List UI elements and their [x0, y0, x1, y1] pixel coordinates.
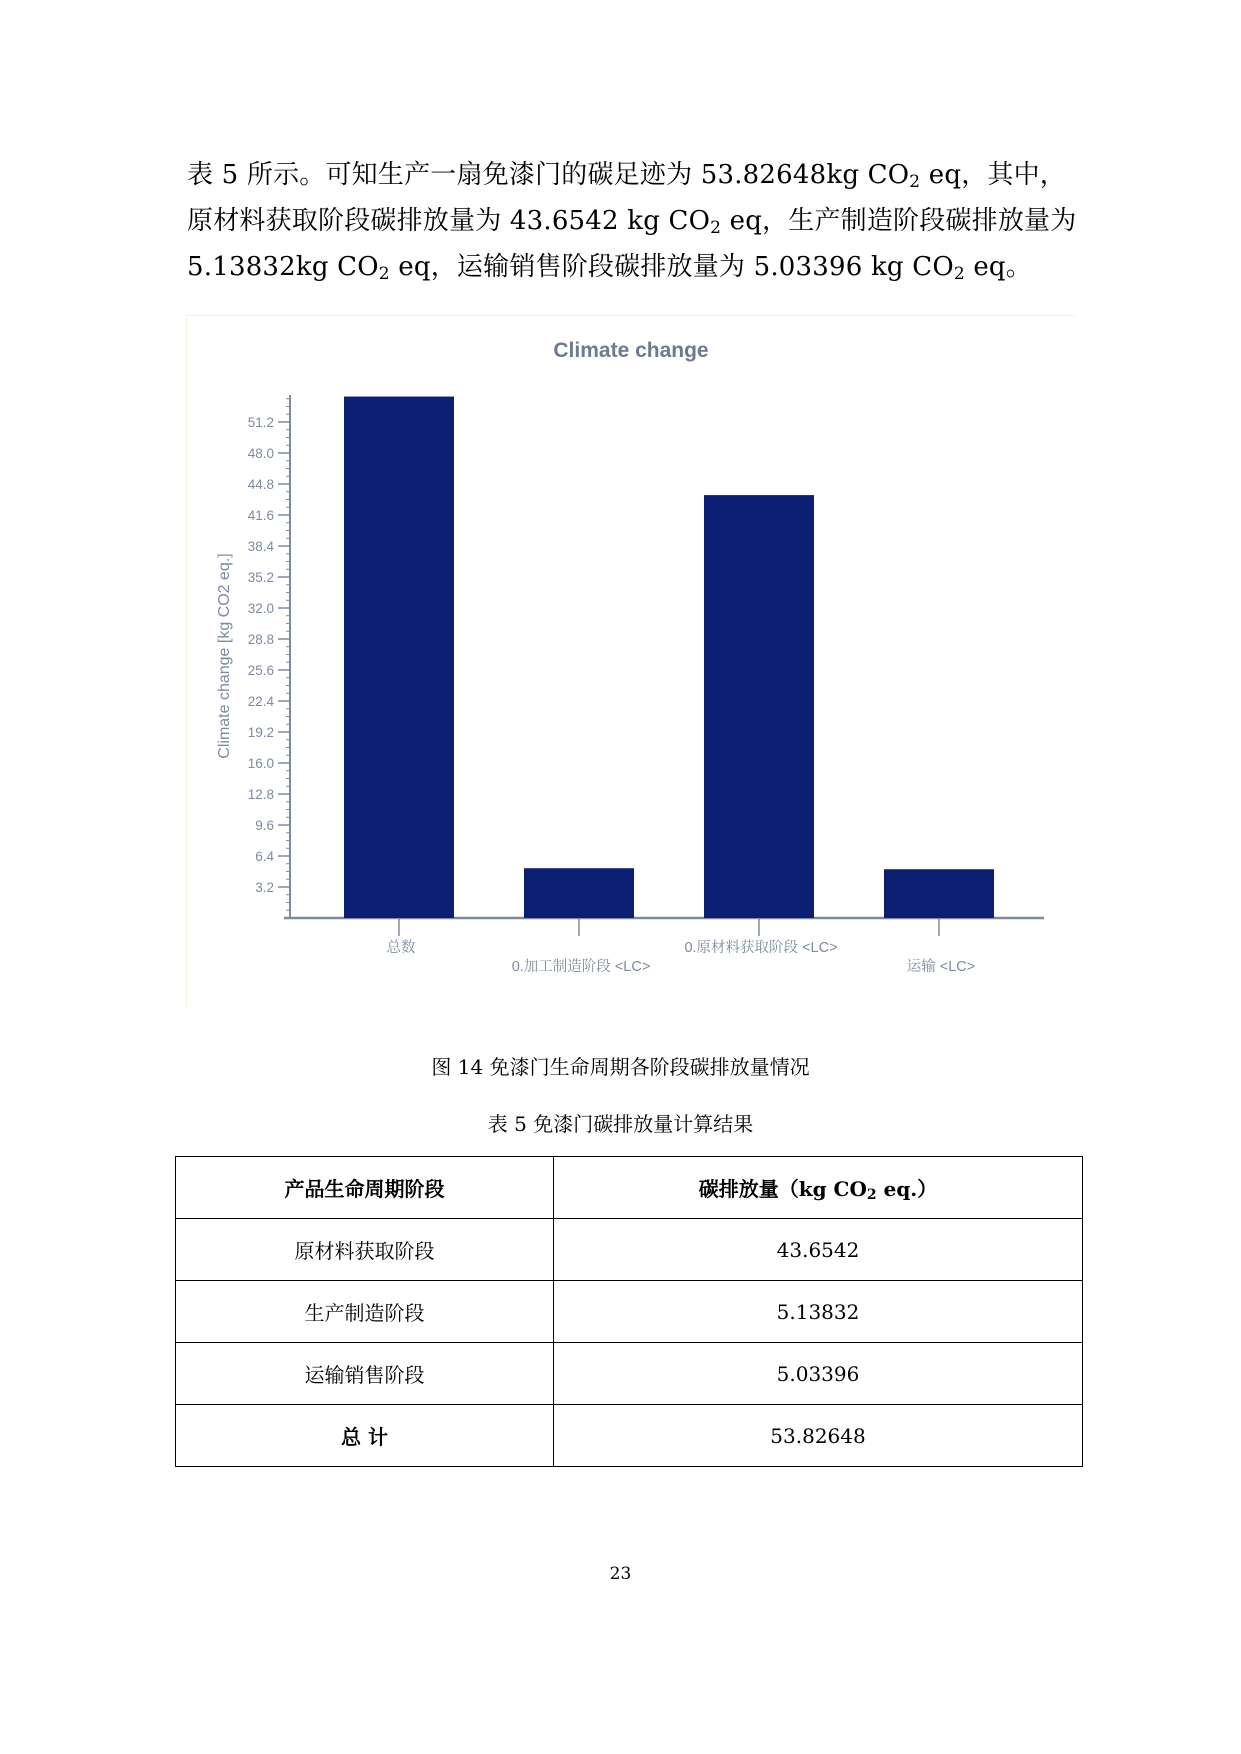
stage-cell: 运输销售阶段	[176, 1343, 554, 1405]
bar-0	[344, 397, 454, 918]
value-cell: 5.03396	[554, 1343, 1083, 1405]
climate-change-chart	[186, 315, 1075, 1006]
y-tick-label: 16.0	[247, 756, 274, 771]
table-header-row	[176, 1157, 1083, 1219]
y-tick-label: 44.8	[247, 477, 274, 492]
y-tick-label: 25.6	[247, 663, 274, 678]
y-tick-label: 9.6	[255, 818, 274, 833]
y-tick-label: 28.8	[247, 632, 274, 647]
emissions-table	[175, 1156, 1083, 1467]
y-tick-label: 51.2	[247, 415, 274, 430]
y-tick-label: 22.4	[247, 694, 274, 709]
bar-2	[704, 495, 814, 918]
table-row	[176, 1281, 1083, 1343]
y-tick-label: 35.2	[247, 570, 274, 585]
y-tick-label: 3.2	[255, 880, 274, 895]
y-tick-label: 12.8	[247, 787, 274, 802]
stage-cell: 原材料获取阶段	[176, 1219, 554, 1281]
page-number: 23	[609, 1564, 632, 1584]
total-value-cell: 53.82648	[554, 1405, 1083, 1467]
y-tick-label: 6.4	[255, 849, 274, 864]
table-caption: 表 5 免漆门碳排放量计算结果	[487, 1112, 754, 1136]
y-tick-label: 32.0	[247, 601, 274, 616]
y-tick-label: 19.2	[247, 725, 274, 740]
x-tick-label: 0.原材料获取阶段 <LC>	[684, 940, 838, 956]
chart-svg	[187, 316, 1075, 1006]
y-tick-label: 38.4	[247, 539, 274, 554]
x-tick-label: 总数	[386, 940, 416, 956]
value-cell: 43.6542	[554, 1219, 1083, 1281]
y-axis-label: Climate change [kg CO2 eq.]	[216, 553, 233, 759]
table-total-row	[176, 1405, 1083, 1467]
figure-caption: 图 14 免漆门生命周期各阶段碳排放量情况	[431, 1055, 810, 1079]
header-stage: 产品生命周期阶段	[176, 1157, 554, 1219]
x-tick-label: 0.加工制造阶段 <LC>	[511, 959, 651, 975]
total-label-cell: 总 计	[176, 1405, 554, 1467]
value-cell: 5.13832	[554, 1281, 1083, 1343]
chart-title: Climate change	[553, 339, 709, 362]
stage-cell: 生产制造阶段	[176, 1281, 554, 1343]
x-tick-label: 运输 <LC>	[906, 959, 976, 975]
bar-3	[884, 869, 994, 918]
table-row	[176, 1343, 1083, 1405]
bar-1	[524, 868, 634, 918]
table-row	[176, 1219, 1083, 1281]
intro-paragraph: 表 5 所示。可知生产一扇免漆门的碳足迹为 53.82648kg $CO_2$ eq，其中，原材料获取阶段碳排放量为 43.6542 kg $CO_2$ eq，生产制造阶段碳排放量为 5.13832kg $CO_2$ eq，运输销售阶段碳排放量为 5.03396 kg $CO_2$ eq。	[187, 160, 1077, 284]
y-tick-label: 48.0	[247, 446, 274, 461]
header-value: 碳排放量（kg $CO_2$ eq.）	[554, 1157, 1083, 1219]
y-tick-label: 41.6	[247, 508, 274, 523]
